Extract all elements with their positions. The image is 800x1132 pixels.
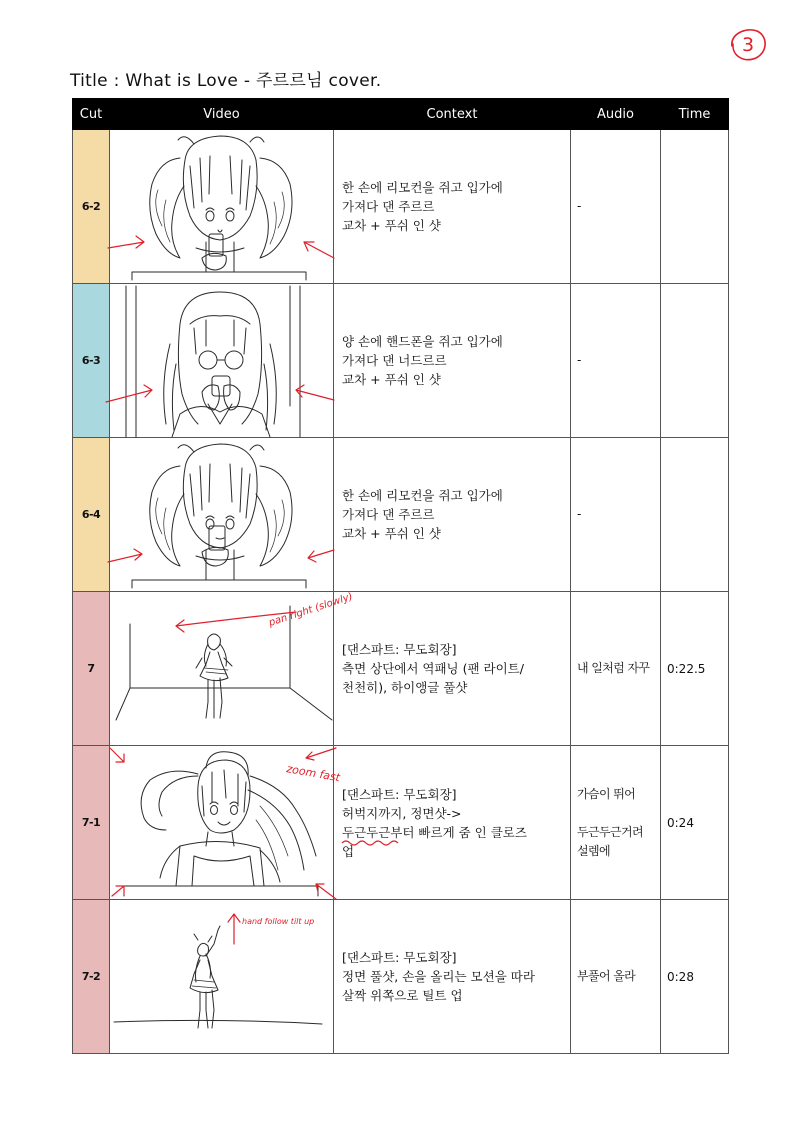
context-line: 교차 + 푸쉬 인 샷 <box>342 526 441 541</box>
table-row <box>73 284 729 438</box>
sketch-frame <box>110 284 334 438</box>
context-cell <box>334 746 571 900</box>
context-line: [댄스파트: 무도회장] <box>342 950 457 965</box>
audio-line: 내 일처럼 자꾸 <box>577 661 650 675</box>
storyboard-table <box>72 98 729 1054</box>
red-squiggle-underline <box>342 839 400 847</box>
table-header-row <box>73 99 729 130</box>
audio-cell <box>571 130 661 284</box>
audio-cell <box>571 592 661 746</box>
context-line: 살짝 위쪽으로 틸트 업 <box>342 988 463 1003</box>
cut-number: 7 <box>73 592 110 746</box>
audio-line: 두근두근거려 <box>577 824 643 839</box>
context-cell <box>334 900 571 1054</box>
cut-number: 7-1 <box>73 746 110 900</box>
audio-spacer <box>577 804 654 823</box>
context-line: 가져다 댄 너드르르 <box>342 353 447 368</box>
time-cell: 0:22.5 <box>661 592 729 746</box>
context-cell <box>334 130 571 284</box>
time-cell <box>661 130 729 284</box>
time-cell: 0:28 <box>661 900 729 1054</box>
context-line: 천천히), 하이앵글 풀샷 <box>342 680 468 695</box>
sketch-frame <box>110 900 334 1054</box>
sketch-frame <box>110 130 334 284</box>
context-line: 한 손에 리모컨을 쥐고 입가에 <box>342 180 503 195</box>
table-row <box>73 746 729 900</box>
context-line: 정면 풀샷, 손을 올리는 모션을 따라 <box>342 969 535 984</box>
context-line: 허벅지까지, 정면샷-> <box>342 805 462 821</box>
sketch-girl-remote-image <box>110 438 334 591</box>
cut-number: 6-3 <box>73 284 110 438</box>
context-line: 업 <box>342 843 355 859</box>
table-row <box>73 438 729 592</box>
context-line: 가져다 댄 주르르 <box>342 199 435 214</box>
context-line: [댄스파트: 무도회장] <box>342 786 457 802</box>
audio-cell <box>571 900 661 1054</box>
header-video: Video <box>110 99 334 130</box>
context-cell <box>334 284 571 438</box>
header-audio: Audio <box>571 99 661 130</box>
table-row <box>73 592 729 746</box>
sketch-girl-phone-glasses-image <box>110 284 334 437</box>
cut-number: 6-4 <box>73 438 110 592</box>
context-cell <box>334 438 571 592</box>
camera-note: pan right (slowly) <box>267 591 355 629</box>
audio-line: - <box>577 507 581 521</box>
audio-cell <box>571 284 661 438</box>
header-context: Context <box>334 99 571 130</box>
time-cell: 0:24 <box>661 746 729 900</box>
document-title: Title : What is Love - 주르르님 cover. <box>70 71 382 91</box>
context-line-text: 두근두근부터 빠르게 줌 인 클로즈 <box>342 824 527 840</box>
context-line: [댄스파트: 무도회장] <box>342 642 457 657</box>
context-line: 교차 + 푸쉬 인 샷 <box>342 372 441 387</box>
audio-cell <box>571 438 661 592</box>
header-cut: Cut <box>73 99 110 130</box>
audio-line: 부풀어 올라 <box>577 969 636 983</box>
time-cell <box>661 284 729 438</box>
audio-cell <box>571 746 661 900</box>
audio-line: - <box>577 353 581 367</box>
sketch-girl-closeup-image <box>110 746 342 899</box>
audio-line: 가슴이 뛰어 <box>577 786 636 801</box>
cut-number: 6-2 <box>73 130 110 284</box>
sketch-frame <box>110 746 342 900</box>
context-line: 측면 상단에서 역패닝 (팬 라이트/ <box>342 661 524 676</box>
sketch-girl-remote-image <box>110 130 334 283</box>
sketch-girl-fullshot-image <box>110 900 334 1053</box>
context-cell <box>334 592 571 746</box>
context-line <box>342 823 527 842</box>
table-row <box>73 130 729 284</box>
table-row <box>73 900 729 1054</box>
page-number-badge <box>726 24 770 64</box>
time-cell <box>661 438 729 592</box>
header-time: Time <box>661 99 729 130</box>
sketch-frame <box>110 591 355 746</box>
context-line: 한 손에 리모컨을 쥐고 입가에 <box>342 488 503 503</box>
context-line: 양 손에 핸드폰을 쥐고 입가에 <box>342 334 503 349</box>
audio-line: 설렘에 <box>577 843 610 858</box>
context-line: 가져다 댄 주르르 <box>342 507 435 522</box>
page-number-text: 3 <box>741 34 755 56</box>
audio-line: - <box>577 199 581 213</box>
camera-note: hand follow tilt up <box>242 917 315 926</box>
context-line: 교차 + 푸쉬 인 샷 <box>342 218 441 233</box>
camera-note: zoom fast <box>285 762 342 785</box>
cut-number: 7-2 <box>73 900 110 1054</box>
sketch-frame <box>110 438 334 592</box>
sketch-ballroom-wide-image <box>110 591 355 745</box>
